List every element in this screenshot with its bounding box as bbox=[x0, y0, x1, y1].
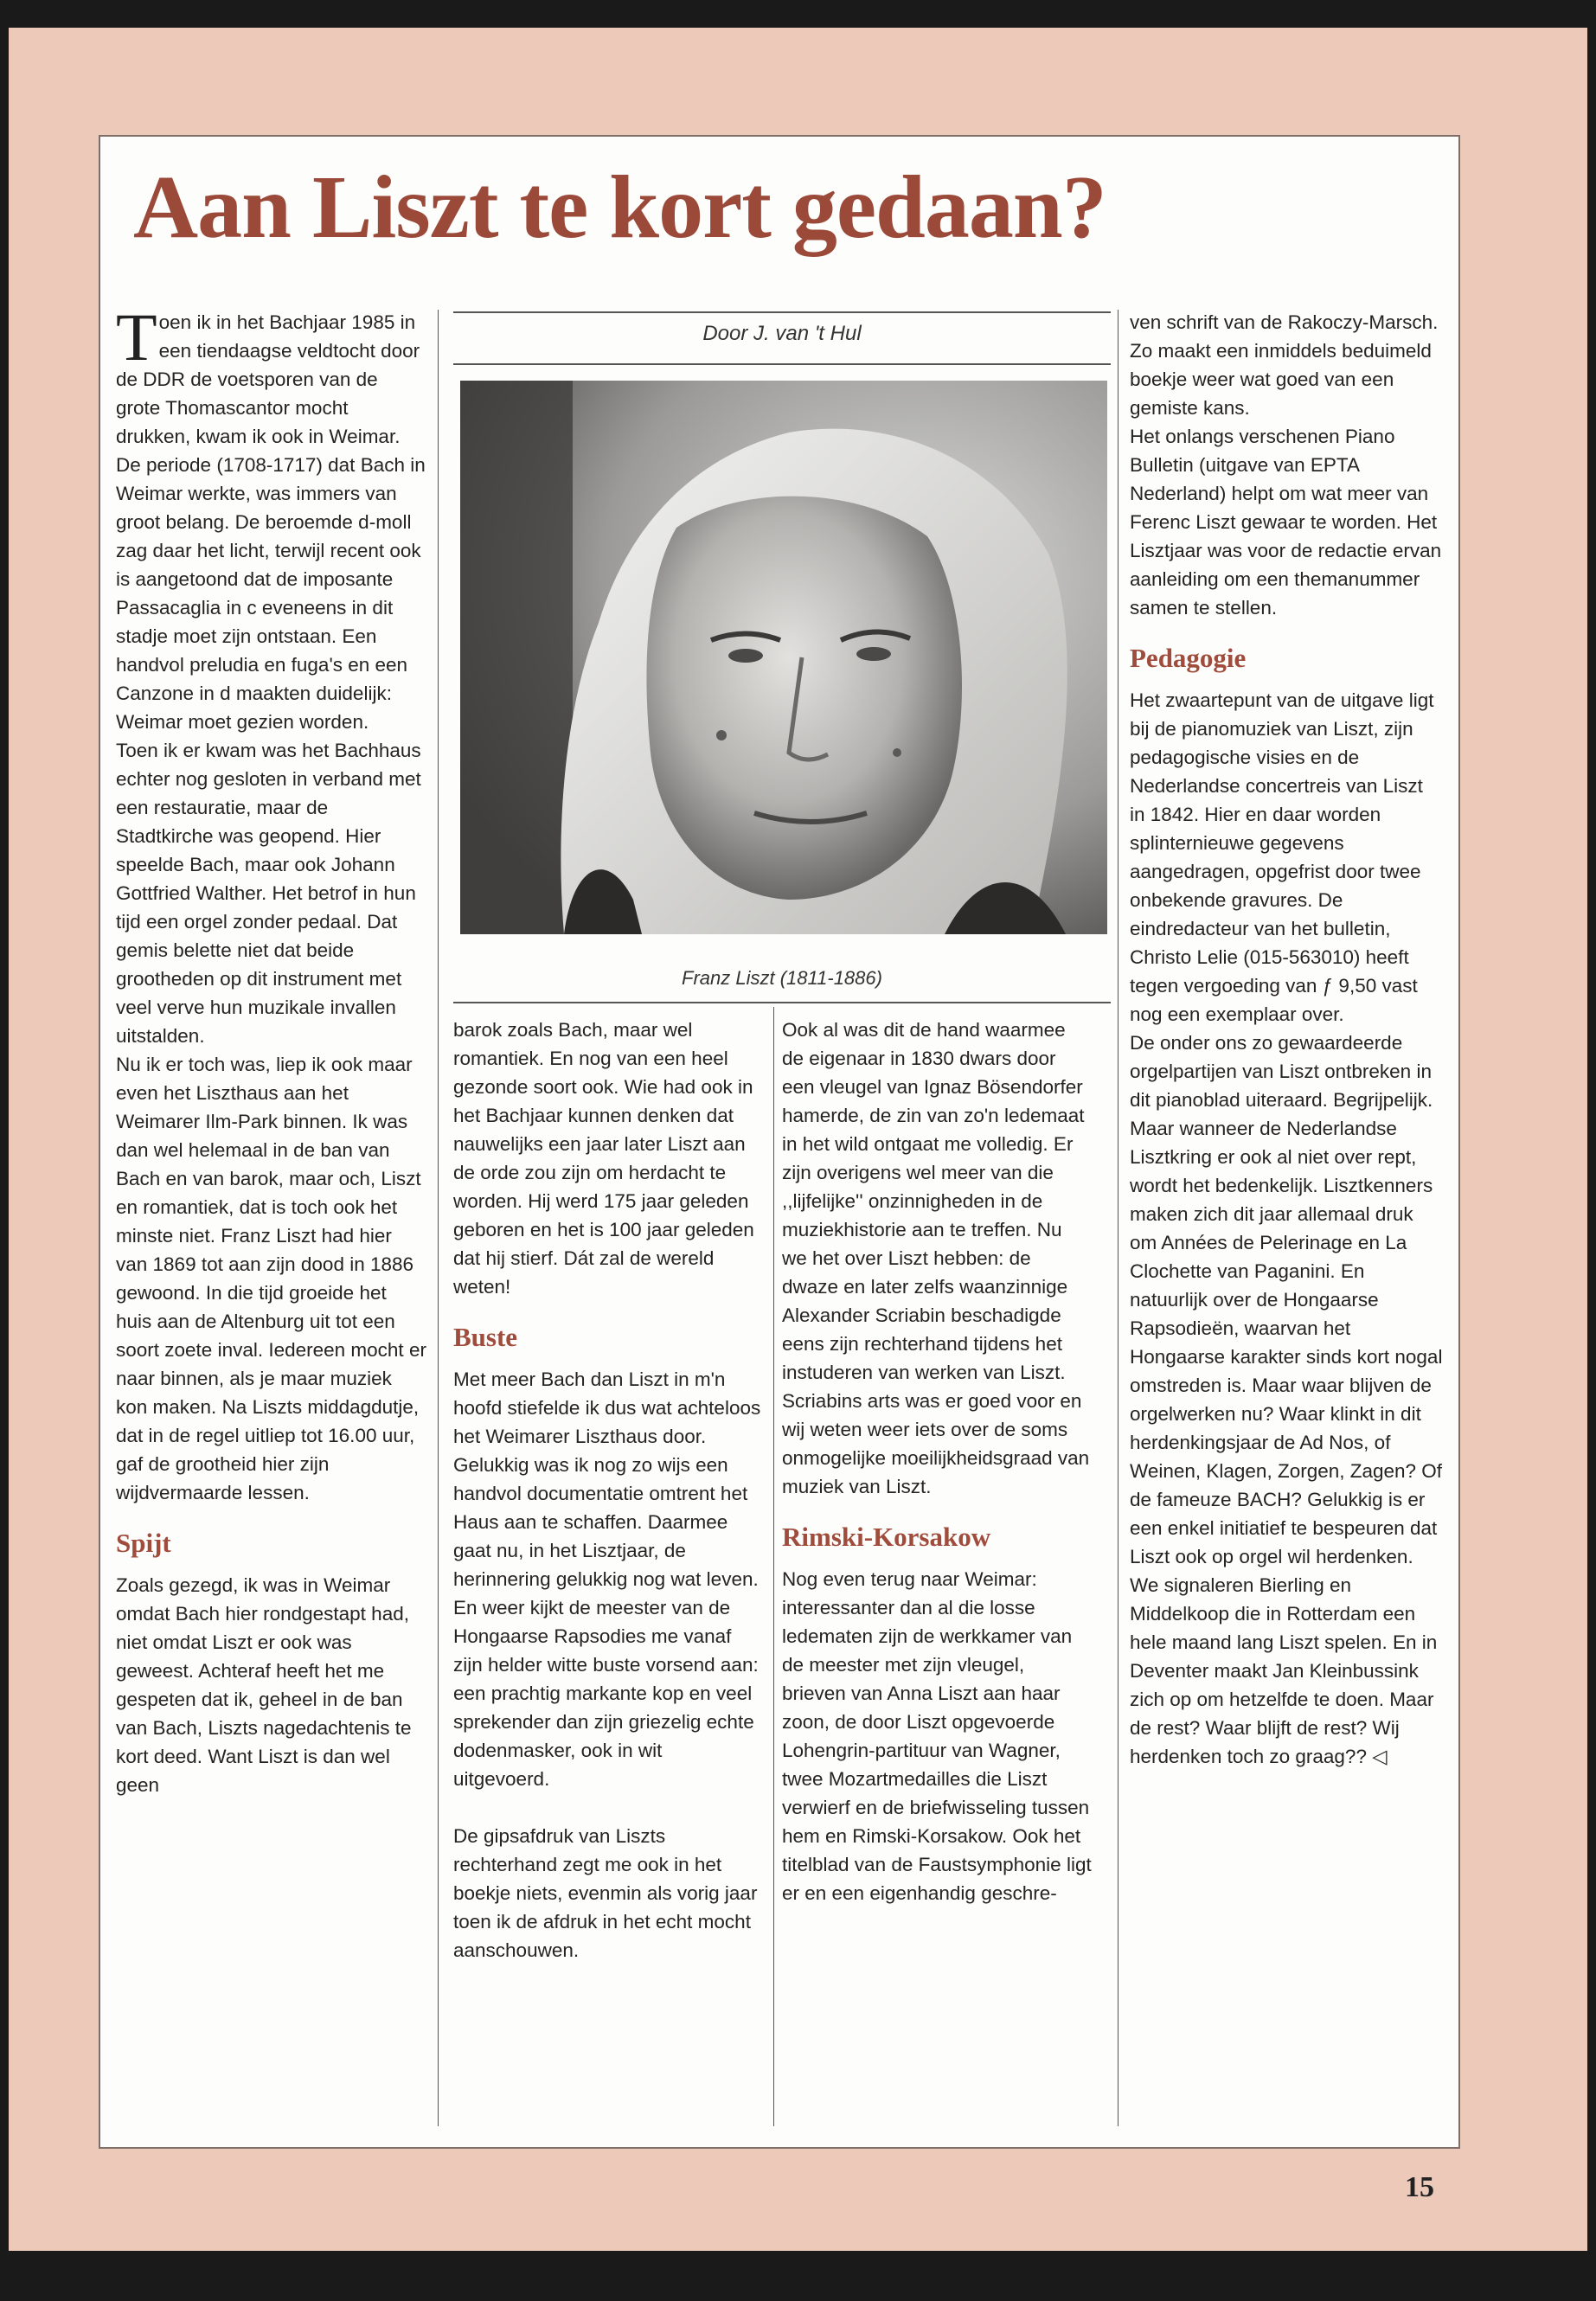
subheading-buste: Buste bbox=[453, 1322, 518, 1352]
paragraph: De gipsafdruk van Liszts rechterhand zegt me ook in het boekje niets, evenmin als vorig jaar toen ik de afdruk in het echt mocht aanschouwen. bbox=[453, 1825, 758, 1961]
liszt-portrait-photo bbox=[460, 381, 1107, 934]
page-number: 15 bbox=[1405, 2171, 1434, 2203]
paragraph: De onder ons zo gewaardeerde orgelpartijen van Liszt ontbreken in dit pianoblad uiteraard. Begrijpelijk. Maar wanneer de Nederlandse Lisztkring er ook al niet over rept, wordt het bedenkelijk. Lisztkenners maken zich dit jaar allemaal druk om Années de Pelerinage en La Clochette van Paganini. En natuurlijk over de Hongaarse Rapsodieën, waarvan het Hongaarse karakter sinds kort nogal omstreden is. Maar waar blijven de orgelwerken nu? Waar klinkt in dit herdenkingsjaar de Ad Nos, of Weinen, Klagen, Zorgen, Zagen? Of de fameuze BACH? Gelukkig is er een enkel initiatief te bespeuren dat Liszt ook op orgel wil herdenken. We signaleren Bierling en Middelkoop die in Rotterdam een hele maand lang Liszt spelen. En in Deventer maakt Jan Kleinbussink zich op om hetzelfde te doen. Maar de rest? Waar blijft de rest? Wij herdenken toch zo graag?? ◁ bbox=[1130, 1032, 1443, 1767]
subheading-rimski-korsakow: Rimski-Korsakow bbox=[782, 1522, 991, 1552]
paragraph: Zoals gezegd, ik was in Weimar omdat Bach hier rondgestapt had, niet omdat Liszt er ook was geweest. Achteraf heeft het me gespeten dat ik, geheel in de ban van Bach, Liszts nagedachtenis te kort deed. Want Liszt is dan wel geen bbox=[116, 1574, 412, 1796]
column-rule bbox=[773, 1007, 774, 2126]
byline: Door J. van 't Hul bbox=[702, 322, 862, 345]
drop-cap: T bbox=[116, 299, 157, 375]
paragraph: Nog even terug naar Weimar: interessanter dan al die losse ledematen zijn de werkkamer van de meester met zijn vleugel, brieven van Anna Liszt aan haar zoon, de door Liszt opgevoerde Lohengrin-partituur van Wagner, twee Mozartmedailles die Liszt verwierf en de briefwisseling tussen hem en Rimski-Korsakow. Ook het titelblad van de Faustsymphonie ligt er en een eigenhandig geschre- bbox=[782, 1568, 1092, 1904]
intro-paragraph bbox=[116, 299, 427, 736]
paragraph: Het onlangs verschenen Piano Bulletin (uitgave van EPTA Nederland) helpt om wat meer van Ferenc Liszt gewaar te worden. Het Lisztjaar was voor de redactie ervan aanleiding om een themanummer samen te stellen. bbox=[1130, 426, 1442, 619]
paragraph: ven schrift van de Rakoczy-Marsch. Zo maakt een inmiddels beduimeld boekje weer wat goed van een gemiste kans. bbox=[1130, 311, 1439, 419]
subheading-pedagogie: Pedagogie bbox=[1130, 643, 1247, 673]
divider bbox=[453, 311, 1111, 313]
column-4 bbox=[1130, 308, 1443, 1771]
divider bbox=[453, 363, 1111, 365]
subheading-spijt: Spijt bbox=[116, 1528, 171, 1558]
page-background bbox=[9, 28, 1587, 2251]
column-rule bbox=[438, 310, 439, 2126]
paragraph: Met meer Bach dan Liszt in m'n hoofd stiefelde ik dus wat achteloos het Weimarer Liszthaus door. Gelukkig was ik nog zo wijs een handvol documentatie omtrent het Haus aan te schaffen. Daarmee gaat nu, in het Lisztjaar, de herinnering gelukkig nog wat leven. En weer kijkt de meester van de Hongaarse Rapsodies me vanaf zijn helder witte buste vorsend aan: een prachtig markante kop en veel sprekender dan zijn griezelig echte dodenmasker, ook in wit uitgevoerd. bbox=[453, 1368, 761, 1790]
scan-edge bbox=[0, 2251, 1596, 2301]
column-1 bbox=[116, 299, 427, 1799]
photo-caption: Franz Liszt (1811-1886) bbox=[682, 967, 882, 989]
divider bbox=[453, 1002, 1111, 1003]
paragraph: Het zwaartepunt van de uitgave ligt bij de pianomuziek van Liszt, zijn pedagogische visies en de Nederlandse concertreis van Liszt in 1842. Hier en daar worden splinternieuwe gegevens aangedragen, opgefrist door twee onbekende gravures. De eindredacteur van het bulletin, Christo Lelie (015-563010) heeft tegen vergoeding van ƒ 9,50 vast nog een exemplaar over. bbox=[1130, 689, 1434, 1025]
article-frame bbox=[99, 135, 1460, 2149]
column-2 bbox=[453, 1016, 763, 1965]
paragraph: Ook al was dit de hand waarmee de eigenaar in 1830 dwars door een vleugel van Ignaz Bösendorfer hamerde, de zin van zo'n ledemaat in het wild ontgaat me volledig. Er zijn overigens wel meer van die ,,lijfelijke'' onzinnigheden in de muziekhistorie aan te treffen. Nu we het over Liszt hebben: de dwaze en later zelfs waanzinnige Alexander Scriabin beschadigde eens zijn rechterhand tijdens het instuderen van werken van Liszt. Scriabins arts was er goed voor en wij weten weer iets over de soms onmogelijke moeilijkheidsgraad van muziek van Liszt. bbox=[782, 1019, 1090, 1497]
column-3 bbox=[782, 1016, 1092, 1907]
intro-text: oen ik in het Bachjaar 1985 in een tiendaagse veldtocht door de DDR de voetsporen van de grote Thomascantor mocht drukken, kwam ik ook in Weimar. De periode (1708-1717) dat Bach in Weimar werkte, was immers van groot belang. De beroemde d-moll zag daar het licht, terwijl recent ook is aangetoond dat de imposante Passacaglia in c eveneens in dit stadje moet zijn ontstaan. Een handvol preludia en fuga's en een Canzone in d maakten duidelijk: Weimar moet gezien worden. bbox=[116, 311, 426, 733]
paragraph: Toen ik er kwam was het Bachhaus echter nog gesloten in verband met een restauratie, maar de Stadtkirche was geopend. Hier speelde Bach, maar ook Johann Gottfried Walther. Het betrof in hun tijd een orgel zonder pedaal. Dat gemis belette niet dat beide grootheden op dit instrument met veel verve hun muzikale invallen uitstalden. bbox=[116, 740, 421, 1047]
paragraph: Nu ik er toch was, liep ik ook maar even het Liszthaus aan het Weimarer Ilm-Park binnen. Ik was dan wel helemaal in de ban van Bach en van barok, maar och, Liszt en romantiek, dat is toch ook het minste niet. Franz Liszt had hier van 1869 tot aan zijn dood in 1886 gewoond. In die tijd groeide het huis aan de Altenburg uit tot een soort zoete inval. Iedereen mocht er naar binnen, als je maar muziek kon maken. Na Liszts middagdutje, dat in de regel uitliep tot 16.00 uur, gaf de grootheid hier zijn wijdvermaarde lessen. bbox=[116, 1054, 426, 1503]
article-title: Aan Liszt te kort gedaan? bbox=[133, 157, 1106, 257]
paragraph: barok zoals Bach, maar wel romantiek. En nog van een heel gezonde soort ook. Wie had ook in het Bachjaar kunnen denken dat nauwelijks een jaar later Liszt aan de orde zou zijn om herdacht te worden. Hij werd 175 jaar geleden geboren en het is 100 jaar geleden dat hij stierf. Dát zal de wereld weten! bbox=[453, 1019, 754, 1298]
